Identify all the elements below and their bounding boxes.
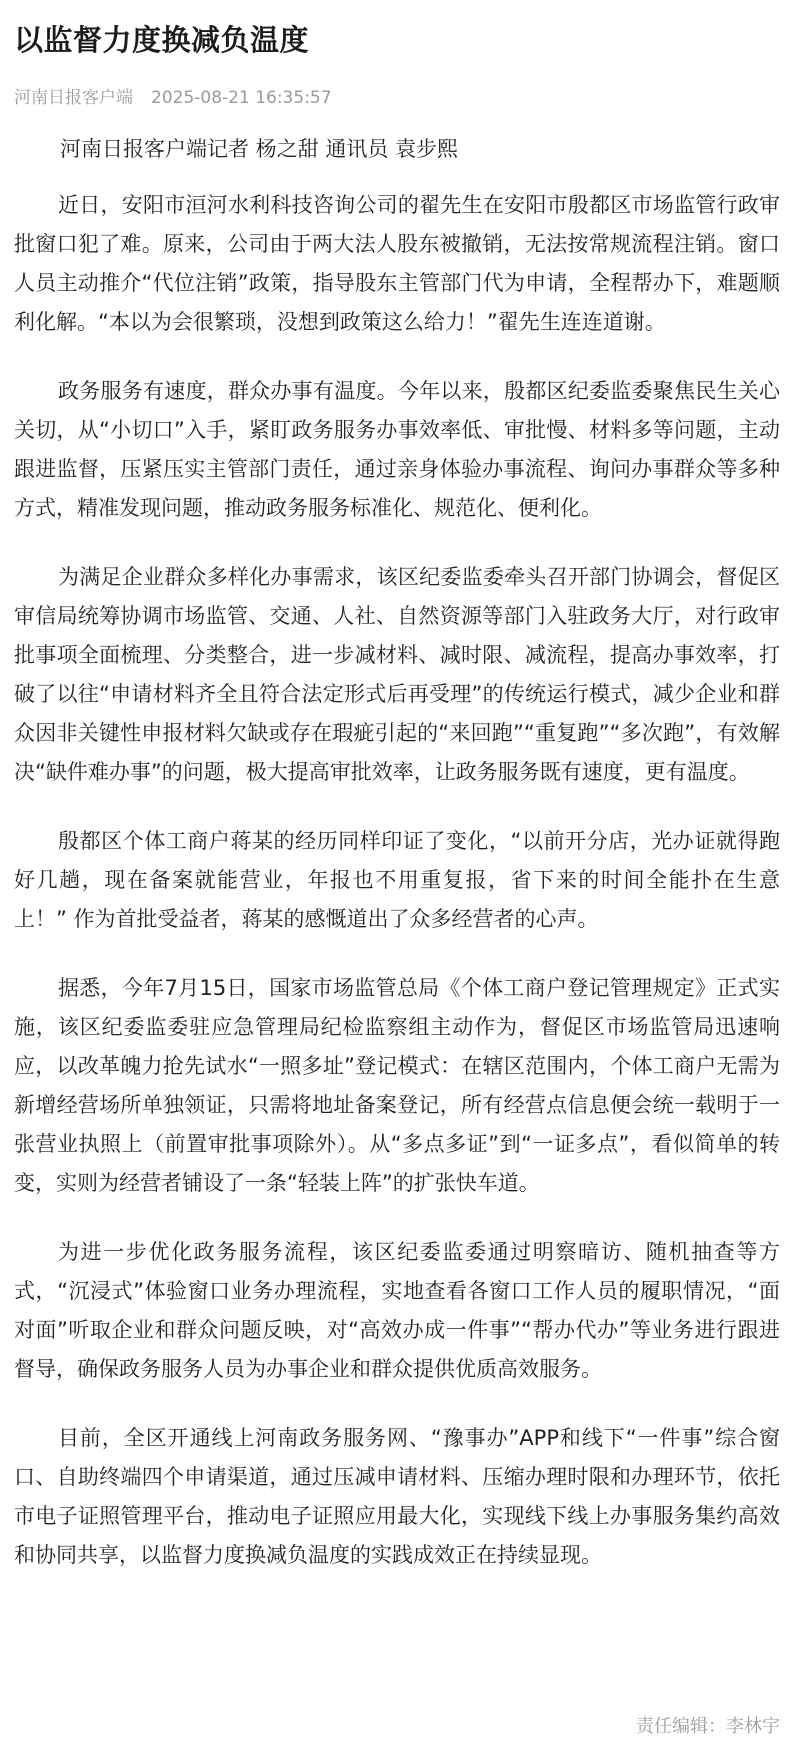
article-paragraph-7: 目前，全区开通线上河南政务服务网、“豫事办”APP和线下“一件事”综合窗口、自助终端四个申请渠道，通过压减申请材料、压缩办理时限和办理环节，依托市电子证照管理平台，推动电子证照应用最大化，实现线下线上办事服务集约高效和协同共享，以监督力度换减负温度的实践成效正在持续显现。 [14, 1426, 780, 1567]
article-source: 河南日报客户端 [14, 88, 133, 108]
article-title: 以监督力度换减负温度 [14, 23, 310, 57]
article-paragraph-5: 据悉，今年7月15日，国家市场监管总局《个体工商户登记管理规定》正式实施，该区纪委监委驻应急管理局纪检监察组主动作为，督促区市场监管局迅速响应，以改革魄力抢先试水“一照多址”登记模式：在辖区范围内，个体工商户无需为新增经营场所单独领证，只需将地址备案登记，所有经营点信息便会统一载明于一张营业执照上（前置审批事项除外）。从“多点多证”到“一证多点”，看似简单的转变，实则为经营者铺设了一条“轻装上阵”的扩张快车道。 [14, 976, 780, 1195]
article-paragraph-6: 为进一步优化政务服务流程，该区纪委监委通过明察暗访、随机抽查等方式，“沉浸式”体验窗口业务办理流程，实地查看各窗口工作人员的履职情况，“面对面”听取企业和群众问题反映，对“高效办成一件事”“帮办代办”等业务进行跟进督导，确保政务服务人员为办事企业和群众提供优质高效服务。 [14, 1240, 780, 1381]
article-paragraph-3: 为满足企业群众多样化办事需求，该区纪委监委牵头召开部门协调会，督促区审信局统筹协调市场监管、交通、人社、自然资源等部门入驻政务大厅，对行政审批事项全面梳理、分类整合，进一步减材料、减时限、减流程，提高办事效率，打破了以往“申请材料齐全且符合法定形式后再受理”的传统运行模式，减少企业和群众因非关键性申报材料欠缺或存在瑕疵引起的“来回跑”“重复跑”“多次跑”，有效解决“缺件难办事”的问题，极大提高审批效率，让政务服务既有速度，更有温度。 [14, 565, 780, 784]
article-datetime: 2025-08-21 16:35:57 [151, 88, 332, 108]
article-byline: 河南日报客户端记者 杨之甜 通讯员 袁步熙 [60, 137, 459, 161]
article-paragraph-1: 近日，安阳市洹河水利科技咨询公司的翟先生在安阳市殷都区市场监管行政审批窗口犯了难。原来，公司由于两大法人股东被撤销，无法按常规流程注销。窗口人员主动推介“代位注销”政策，指导股东主管部门代为申请，全程帮办下，难题顺利化解。“本以为会很繁琐，没想到政策这么给力！”翟先生连连道谢。 [14, 193, 780, 334]
responsible-editor: 责任编辑：李林宇 [636, 1716, 780, 1737]
article-paragraph-2: 政务服务有速度，群众办事有温度。今年以来，殷都区纪委监委聚焦民生关心关切，从“小切口”入手，紧盯政务服务办事效率低、审批慢、材料多等问题，主动跟进监督，压紧压实主管部门责任，通过亲身体验办事流程、询问办事群众等多种方式，精准发现问题，推动政务服务标准化、规范化、便利化。 [14, 379, 780, 520]
article-paragraph-4: 殷都区个体工商户蒋某的经历同样印证了变化，“以前开分店，光办证就得跑好几趟，现在备案就能营业，年报也不用重复报，省下来的时间全能扑在生意上！” 作为首批受益者，蒋某的感慨道出了众多经营者的心声。 [14, 829, 780, 931]
article-meta [14, 86, 780, 110]
